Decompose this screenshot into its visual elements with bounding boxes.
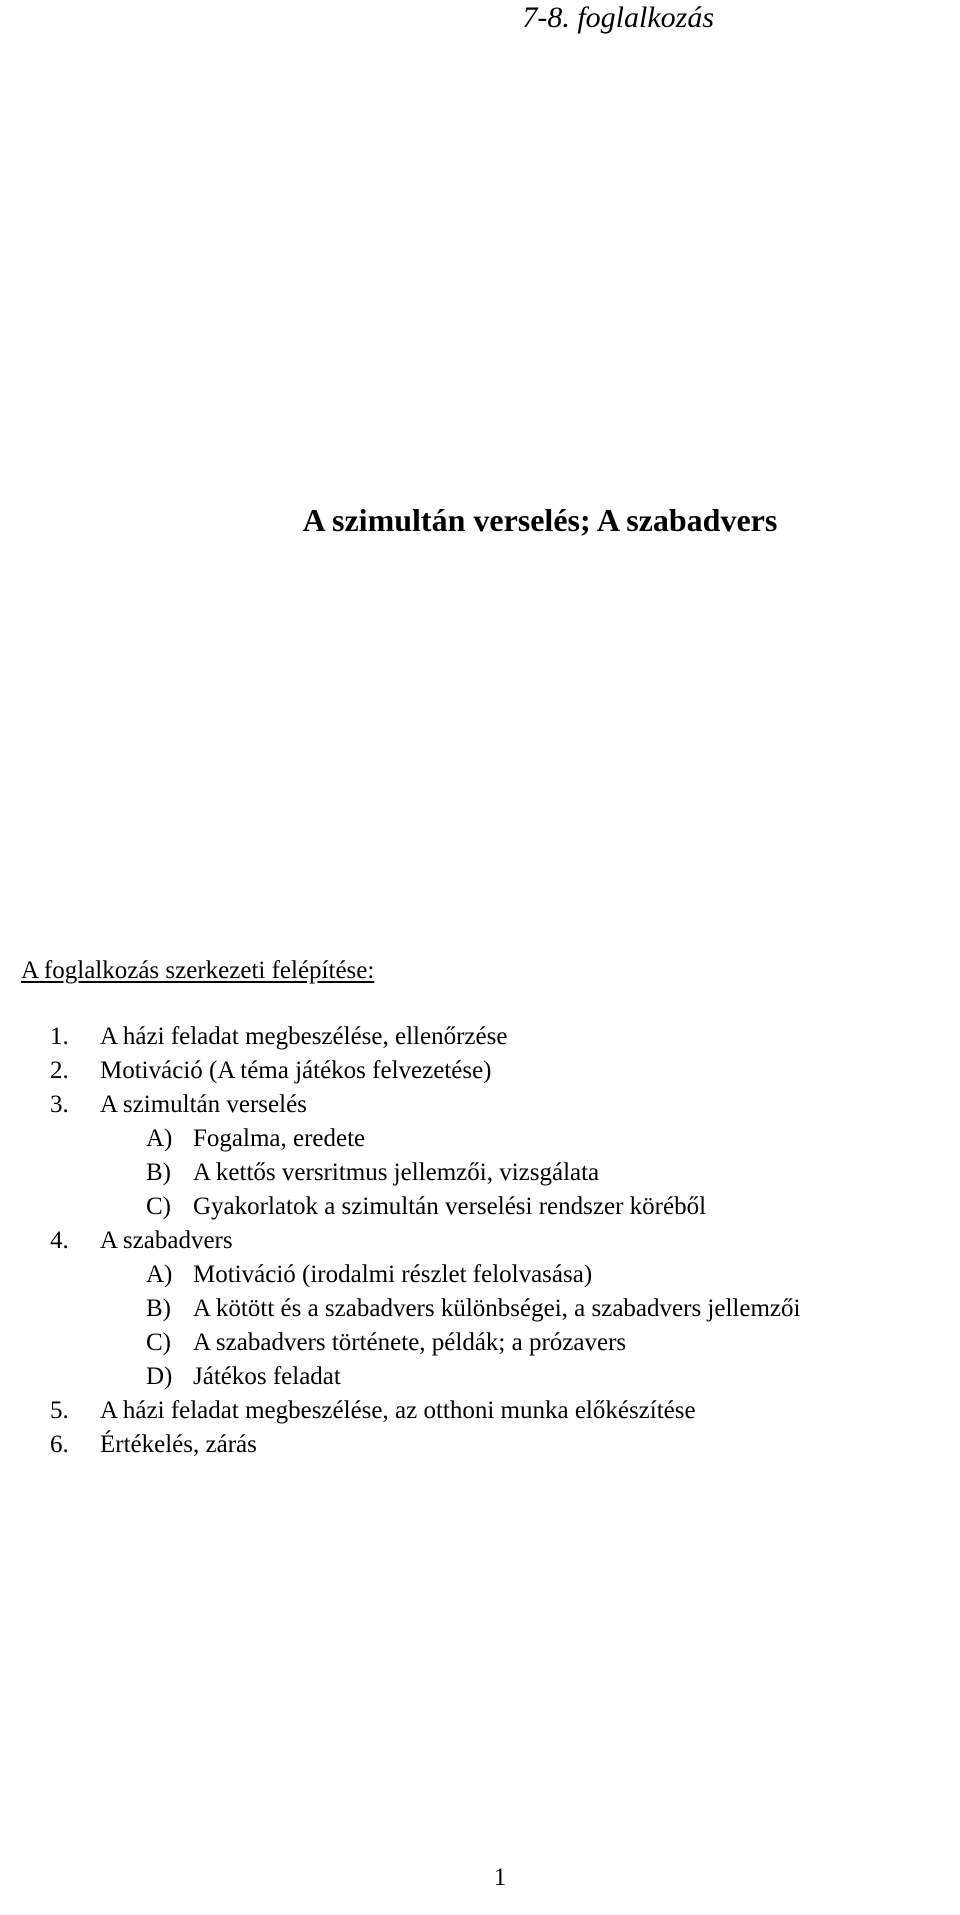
page-header (0, 0, 960, 36)
page-number: 1 (493, 1864, 507, 1891)
outline-subitem-text: Motiváció (irodalmi részlet felolvasása) (193, 1261, 593, 1288)
outline-subitem-text: Fogalma, eredete (193, 1125, 366, 1152)
document-title: A szimultán verselés; A szabadvers (302, 502, 778, 538)
outline-subitem-letter: B) (146, 1295, 171, 1322)
session-label: 7-8. foglalkozás (522, 1, 714, 34)
outline-subitem-text: A kötött és a szabadvers különbségei, a szabadvers jellemzői (193, 1295, 801, 1322)
outline-item-text: Motiváció (A téma játékos felvezetése) (100, 1057, 492, 1084)
outline-item-number: 4. (50, 1227, 69, 1254)
outline-subitem-letter: B) (146, 1159, 171, 1186)
outline-subitem-letter: A) (146, 1261, 173, 1288)
outline-item-number: 1. (50, 1023, 69, 1050)
outline-item-text: Értékelés, zárás (100, 1431, 257, 1458)
outline-item-number: 2. (50, 1057, 69, 1084)
outline-item-text: A szabadvers (100, 1227, 233, 1254)
outline-subitem-letter: A) (146, 1125, 173, 1152)
outline-subitem-letter: C) (146, 1193, 171, 1220)
outline-item-number: 3. (50, 1091, 69, 1118)
outline-subitem-text: Játékos feladat (193, 1363, 341, 1390)
outline-item-text: A házi feladat megbeszélése, az otthoni munka előkészítése (100, 1397, 696, 1424)
outline-subitem-text: Gyakorlatok a szimultán verselési rendszer köréből (193, 1193, 707, 1220)
structure-heading: A foglalkozás szerkezeti felépítése: (21, 957, 375, 984)
outline-item-number: 5. (50, 1397, 69, 1424)
outline-subitem-text: A kettős versritmus jellemzői, vizsgálata (193, 1159, 600, 1186)
outline-subitem-letter: D) (146, 1363, 173, 1390)
outline-item-number: 6. (50, 1431, 69, 1458)
outline-item-text: A szimultán verselés (100, 1091, 307, 1118)
outline-subitem-letter: C) (146, 1329, 171, 1356)
outline-item-text: A házi feladat megbeszélése, ellenőrzése (100, 1023, 508, 1050)
outline-subitem-text: A szabadvers története, példák; a prózavers (193, 1329, 627, 1356)
